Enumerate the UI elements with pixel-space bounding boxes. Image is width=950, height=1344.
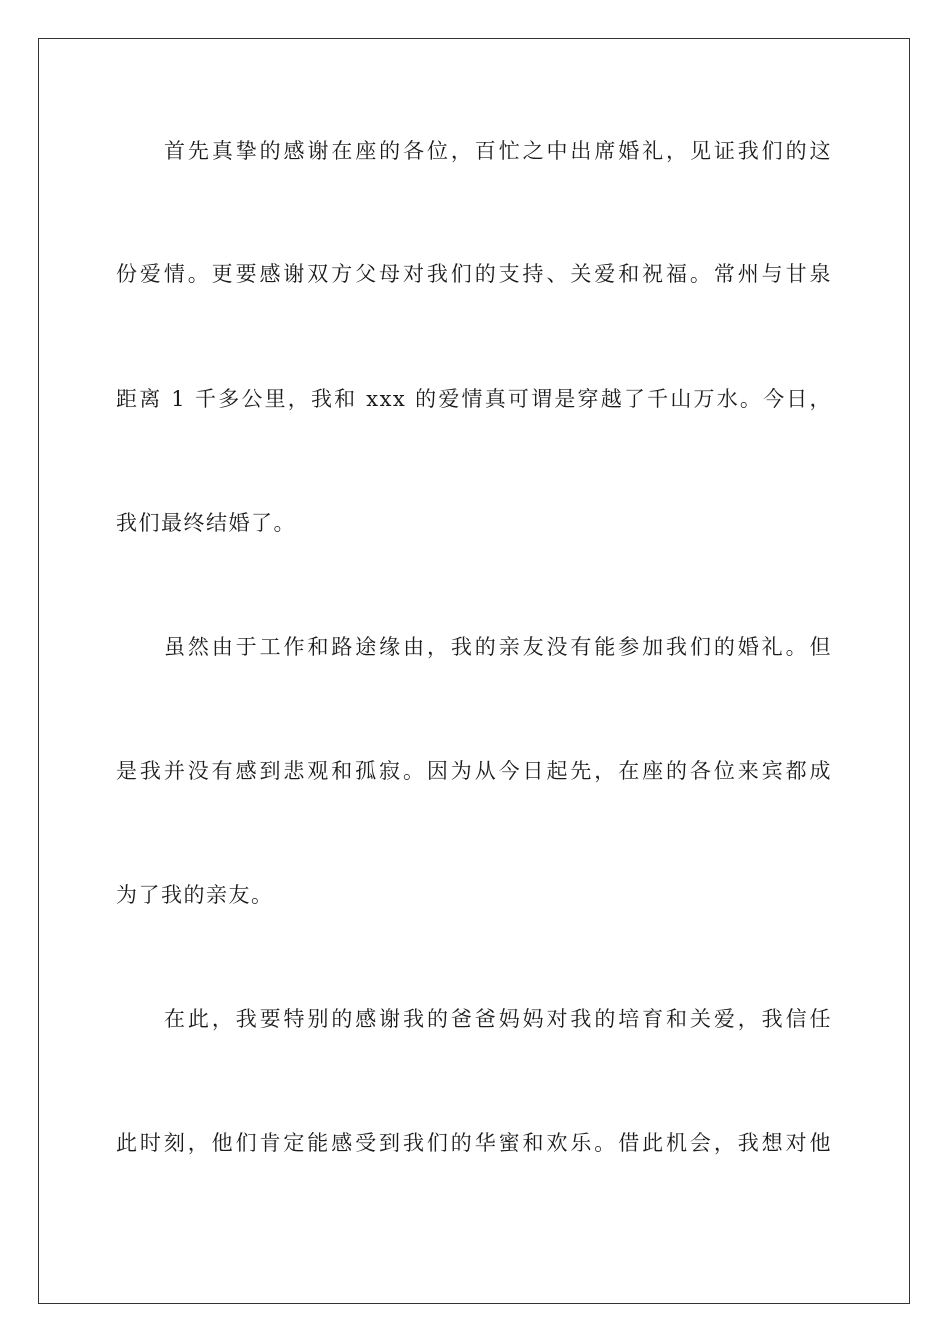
paragraph-3-line-1: 在此，我要特别的感谢我的爸爸妈妈对我的培育和关爱，我信任 [164,1007,832,1031]
paragraph-3-line-2: 此时刻，他们肯定能感受到我们的华蜜和欢乐。借此机会，我想对他 [116,1131,832,1155]
paragraph-1-line-4: 我们最终结婚了。 [116,511,296,535]
paragraph-2-line-1: 虽然由于工作和路途缘由，我的亲友没有能参加我们的婚礼。但 [164,635,832,659]
paragraph-1-line-2: 份爱情。更要感谢双方父母对我们的支持、关爱和祝福。常州与甘泉 [116,262,832,286]
paragraph-1-line-3: 距离 1 千多公里，我和 xxx 的爱情真可谓是穿越了千山万水。今日， [116,387,832,411]
paragraph-2-line-3: 为了我的亲友。 [116,883,274,907]
paragraph-2-line-2: 是我并没有感到悲观和孤寂。因为从今日起先，在座的各位来宾都成 [116,759,832,783]
page-frame [38,38,910,1304]
paragraph-1-line-1: 首先真挚的感谢在座的各位，百忙之中出席婚礼，见证我们的这 [164,139,832,163]
